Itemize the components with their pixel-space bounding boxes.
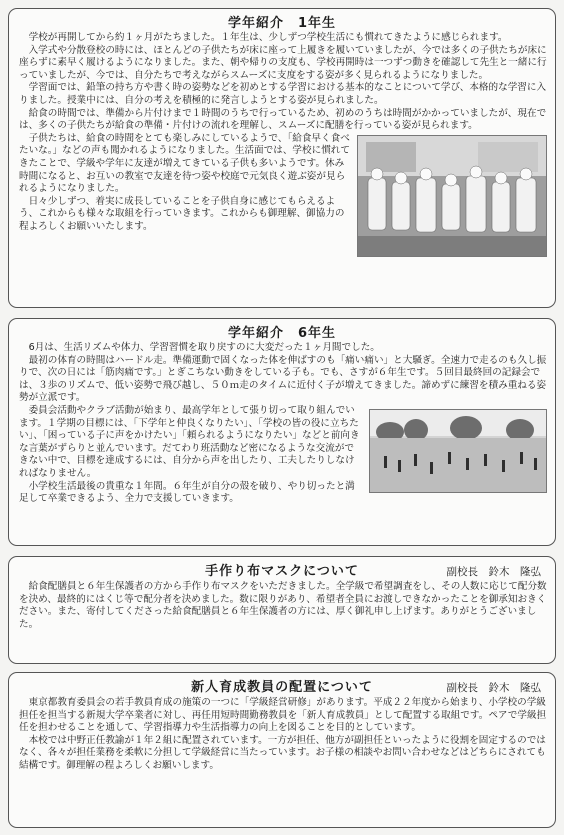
paragraph: 入学式や分散登校の時には、ほとんどの子供たちが床に座って上履きを履いていましたが、今では多くの子供たちが床に座らずに素早く履けるようになりました。また、朝や帰りの支度も、学校再開時は一つずつ動きを確認して先生と一緒に行っていましたが、今では、自分たちで考えながらスムーズに支度をする姿が多く見られるようになりました。 [19,44,547,81]
schoolyard-photo-image [370,410,546,492]
section-body [9,32,555,234]
paragraph: 委員会活動やクラブ活動が始まり、最高学年として張り切って取り組んでいます。１学期の目標には、「下学年と仲良くなりたい」、「学校の皆の役に立ちたい」、「困っている子に声をかけたい」「頼られるようになりたい」などと前向きな言葉がずらりと並んでいます。だてわり班活動など密になるような交流ができない中で、目標を達成するには、自分から声を出したり、工夫したりしなければなりません。 [19,404,360,479]
author-byline: 副校長 鈴木 隆弘 [446,566,541,578]
lunch-photo [357,135,547,257]
section-title: 新人育成教員の配置について [191,680,373,695]
paragraph: 日々少しずつ、着実に成長していることを子供自身に感じてもらえるよう、これからも様々な取組を行っていきます。これからも御理解、御協力の程よろしくお願いいたします。 [19,195,345,232]
section-grade1 [8,8,556,308]
section-cloth-masks [8,556,556,664]
section-body [9,697,555,773]
section-body [9,342,555,506]
paragraph: 本校では中野正任教諭が１年２組に配置されています。一方が担任、他方が副担任といったように役割を固定するのではなく、各々が担任業務を柔軟に分担して学級経営に当たっています。お子様の相談やお問い合わせなどはどちらにされても結構です。御理解の程よろしくお願いします。 [19,734,546,771]
section-new-teacher-training [8,672,556,828]
paragraph: 6月は、生活リズムや体力、学習習慣を取り戻すのに大変だった１ヶ月間でした。 [28,342,380,353]
paragraph: 東京都教育委員会の若手教員育成の施策の一つに「学級経営研修」があります。平成２２年度から始まり、小学校の学級担任を担当する新規大学卒業者に対し、再任用短時間勤務教員を「新人育成教員」として配置する取組です。ペアで学級担任を担わせることを通して、学習指導力や生活指導力の向上を図ることを目的としています。 [19,697,547,734]
section-title: 学年紹介 6年生 [227,326,337,341]
lunch-photo-image [358,136,546,256]
paragraph: 給食の時間では、準備から片付けまで１時間のうちで行っているため、初めのうちは時間がかかっていましたが、現在では、多くの子供たちが給食の準備・片付けの流れを理解し、スムーズに配膳を行っている姿が見られます。 [19,107,547,132]
section-body [9,581,555,631]
paragraph: 子供たちは、給食の時間をとても楽しみにしているようで、「給食早く食べたいな。」などの声も聞かれるようになりました。生活面では、学校に慣れてきたことで、学級や学年に友達が増えてきている子供も多いようです。休み時間になると、お互いの教室で友達を待つ姿や校庭で元気良く遊ぶ姿が見られるようになりました。 [19,132,350,195]
section-grade6 [8,318,556,546]
paragraph: 給食配膳員と６年生保護者の方から手作り布マスクをいただきました。全学級で希望調査をし、その人数に応じて配分数を決め、最終的にはくじ等で配分者を決めました。数に限りがあり、希望者全員にお渡しできなかったことを御承知おきください。また、寄付してくださった給食配膳員と６年生保護者の方には、厚く御礼申し上げます。ありがとうございました。 [19,581,547,630]
section-title: 学年紹介 1年生 [227,16,337,31]
schoolyard-photo [369,409,547,493]
paragraph: 学習面では、鉛筆の持ち方や書く時の姿勢などを初めとする学習における基本的なことについて学び、本格的な学習に入りました。授業中には、自分の考えを積極的に発言しようとする姿が見られました。 [19,82,547,106]
author-byline: 副校長 鈴木 隆弘 [446,682,541,694]
paragraph: 小学校生活最後の貴重な１年間。６年生が自分の殻を破り、やり切ったと満足して卒業できるよう、全力で支援していきます。 [19,480,355,505]
paragraph: 学校が再開してから約１ヶ月がたちました。１年生は、少しずつ学校生活にも慣れてきたように感じられます。 [28,32,508,43]
section-title: 手作り布マスクについて [205,564,359,579]
paragraph: 最初の体育の時間はハードル走。準備運動で固くなった体を伸ばすのも「痛い痛い」と大騒ぎ。全速力で走るのも久し振りで、次の日には「筋肉痛です。」とぎこちない動きをしている子も。でも、さすが６年生です。５回目最終回の記録会では、３歩のリズムで、低い姿勢で飛び越し、５０ｍ走のタイムに近付く子が増えてきました。諦めずに練習を積み重ねる姿勢が立派です。 [19,354,547,404]
